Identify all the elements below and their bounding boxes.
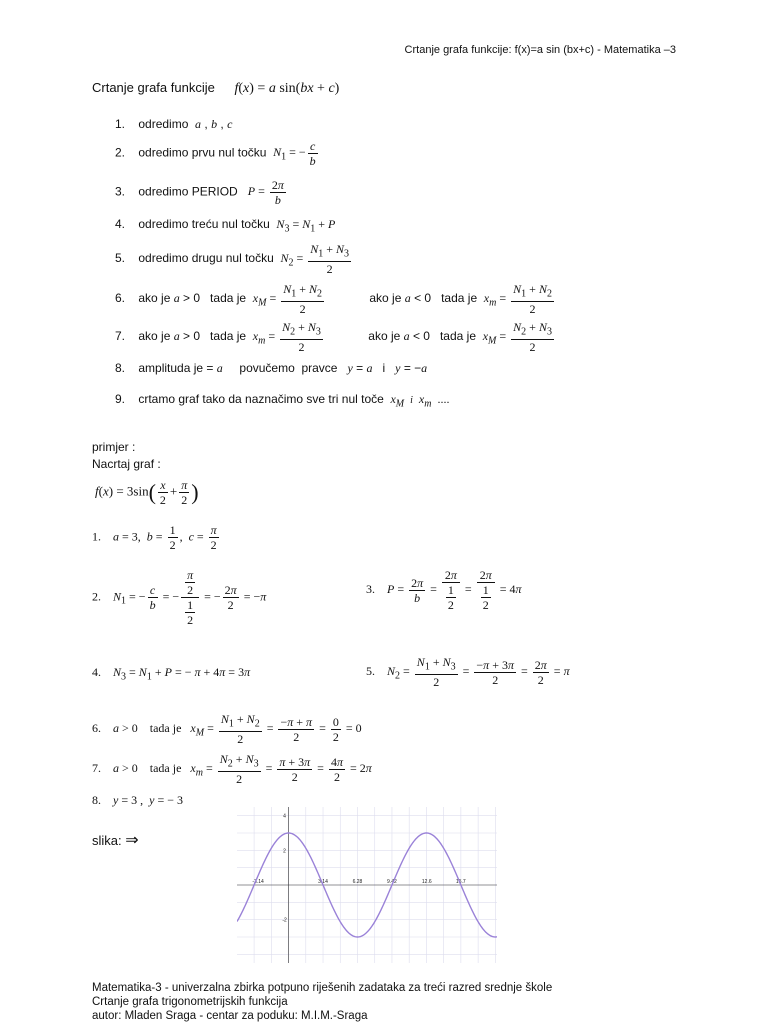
step-9: 9. crtamo graf tako da naznačimo sve tri nul toče $x_M$ i $x_m$ .... bbox=[115, 392, 450, 410]
step-7: 7. ako je a > 0 tada je $x_m$ = $\frac{N_2 + N_3}{2}$ ako je a < 0 tada je $x_M$ = $\frac{N_2 + N_3}{2}$ bbox=[115, 320, 552, 355]
example-task: Nacrtaj graf : bbox=[92, 457, 161, 471]
solution-1: 1. a = 3, b = $\frac{1}{2}$ , c = $\frac{\pi}{2}$ bbox=[92, 523, 217, 552]
step-8: 8. amplituda je = a povučemo pravce y = a i y = −a bbox=[115, 361, 428, 375]
footer-line-2: Crtanje grafa trigonometrijskih funkcija bbox=[92, 996, 288, 1008]
graph-ticks bbox=[252, 814, 465, 924]
sine-graph bbox=[237, 807, 497, 963]
step-3: 3. odredimo PERIOD P = $\frac{2\pi}{b}$ bbox=[115, 178, 284, 207]
x-tick-label: -3.14 bbox=[252, 879, 264, 885]
solution-5: 5. $N_2$ = $\frac{N_1 + N_3}{2}$ = $\frac{-\pi + 3\pi}{2}$ = $\frac{2\pi}{2}$ = π bbox=[366, 655, 570, 690]
solution-7: 7. a > 0 tada je $x_m$ = $\frac{N_2 + N_3}{2}$ = $\frac{\pi + 3\pi}{2}$ = $\frac{4\pi}{2}$ = 2π bbox=[92, 752, 372, 787]
step-4: 4. odredimo treću nul točku $N_3 = N_1 + P$ bbox=[115, 217, 336, 235]
y-tick-label: 4 bbox=[283, 813, 286, 820]
x-tick-label: 9.42 bbox=[387, 879, 397, 885]
y-tick-label: 2 bbox=[283, 848, 286, 855]
solution-6: 6. a > 0 tada je $x_M$ = $\frac{N_1 + N_2}{2}$ = $\frac{-\pi + \pi}{2}$ = $\frac{0}{2}$ = 0 bbox=[92, 712, 362, 747]
x-tick-label: 15.7 bbox=[455, 879, 466, 885]
page-header: Crtanje grafa funkcije: f(x)=a sin (bx+c) - Matematika –3 bbox=[404, 44, 676, 56]
y-tick-label: -2 bbox=[282, 917, 287, 924]
x-tick-label: 3.14 bbox=[318, 879, 328, 885]
x-tick-label: 6.28 bbox=[352, 879, 363, 885]
solution-2: 2. $N_1$ = − $\frac{c}{b}$ = − π 2 1 2 = − $\frac{2\pi}{2}$ = −π bbox=[92, 568, 267, 627]
solution-3: 3. P = $\frac{2\pi}{b}$ = 2π 1 2 = 2π 1 2 = 4π bbox=[366, 568, 522, 612]
arrow-right-icon: ⇒ bbox=[125, 832, 139, 849]
solution-4: 4. $N_3 = N_1 + P$ = − π + 4π = 3π bbox=[92, 665, 251, 683]
page-title: Crtanje grafa funkcije f(x) = a sin(bx + c) bbox=[92, 80, 340, 96]
example-function: f(x) = 3sin( $\frac{x}{2}$ + $\frac{\pi}{2}$ ) bbox=[95, 478, 199, 507]
footer-line-1: Matematika-3 - univerzalna zbirka potpuno riješenih zadataka za treći razred srednje škole bbox=[92, 982, 553, 994]
example-label: primjer : bbox=[92, 440, 136, 454]
step-2: 2. odredimo prvu nul točku $N_1$ = − $\frac{c}{b}$ bbox=[115, 139, 316, 168]
footer bbox=[92, 981, 552, 1023]
solution-8: 8. y = 3 , y = − 3 bbox=[92, 793, 183, 807]
slika-label: slika: ⇒ bbox=[92, 832, 139, 849]
step-6: 6. ako je a > 0 tada je $x_M$ = $\frac{N_1 + N_2}{2}$ ako je a < 0 tada je $x_m$ = $\frac{N_1 + N_2}{2}$ bbox=[115, 282, 552, 317]
step-5: 5. odredimo drugu nul točku $N_2$ = $\frac{N_1 + N_3}{2}$ bbox=[115, 242, 350, 277]
x-tick-label: 12.6 bbox=[421, 879, 432, 885]
step-1: 1. odredimo a , b , c bbox=[115, 117, 233, 131]
footer-line-3: autor: Mladen Sraga - centar za poduku: M.I.M.-Sraga bbox=[92, 1010, 368, 1022]
graph-axes bbox=[237, 807, 497, 963]
